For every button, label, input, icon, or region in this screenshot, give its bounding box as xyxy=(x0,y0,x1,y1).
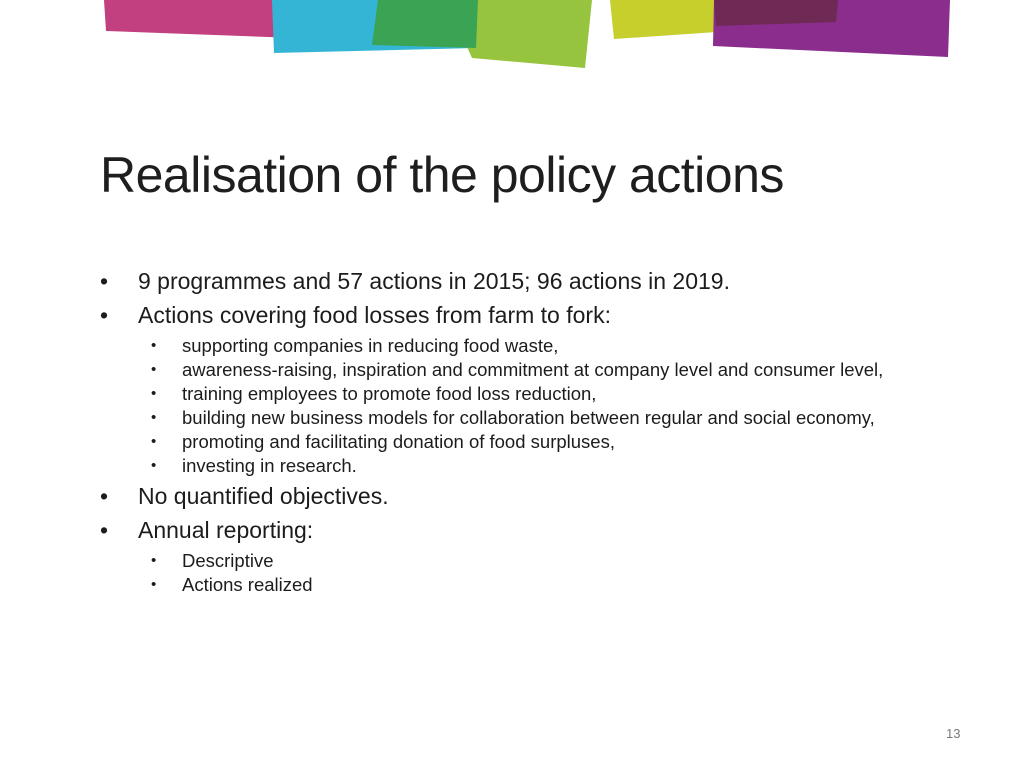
sub-bullet-marker: • xyxy=(151,409,157,426)
bullet-marker: • xyxy=(100,517,109,543)
bullet-marker: • xyxy=(100,268,109,294)
bullet-item xyxy=(0,298,1024,332)
sub-bullet-item xyxy=(0,551,1024,571)
sub-bullet-text: Descriptive xyxy=(182,550,274,571)
bullet-marker: • xyxy=(100,302,109,328)
bullet-text: 9 programmes and 57 actions in 2015; 96 actions in 2019. xyxy=(138,268,730,294)
sub-bullet-text: awareness-raising, inspiration and commitment at company level and consumer level, xyxy=(182,359,884,380)
bullet-item xyxy=(0,479,1024,513)
sub-bullet-item xyxy=(0,456,1024,476)
sub-bullet-item xyxy=(0,432,1024,452)
sub-bullet-marker: • xyxy=(151,337,157,354)
bullet-text: No quantified objectives. xyxy=(138,483,389,509)
sub-bullet-marker: • xyxy=(151,385,157,402)
banner-block-magenta xyxy=(104,0,296,38)
sub-bullet-text: training employees to promote food loss reduction, xyxy=(182,383,597,404)
sub-bullet-marker: • xyxy=(151,552,157,569)
banner-block-dark-plum xyxy=(714,0,838,26)
sub-bullet-text: investing in research. xyxy=(182,455,357,476)
sub-bullet-item xyxy=(0,360,1024,380)
banner-block-green xyxy=(372,0,478,48)
sub-bullet-marker: • xyxy=(151,576,157,593)
page-number: 13 xyxy=(946,726,961,741)
sub-bullet-text: Actions realized xyxy=(182,574,313,595)
bullet-marker: • xyxy=(100,483,109,509)
sub-bullet-item xyxy=(0,575,1024,595)
sub-bullet-marker: • xyxy=(151,361,157,378)
sub-bullet-item xyxy=(0,336,1024,356)
slide-title: Realisation of the policy actions xyxy=(100,147,784,203)
sub-bullet-marker: • xyxy=(151,457,157,474)
sub-bullet-marker: • xyxy=(151,433,157,450)
sub-bullet-text: promoting and facilitating donation of food surpluses, xyxy=(182,431,615,452)
bullet-item xyxy=(0,513,1024,547)
sub-bullet-text: building new business models for collaboration between regular and social economy, xyxy=(182,407,875,428)
bullet-list xyxy=(0,264,1024,598)
bullet-item xyxy=(0,264,1024,298)
sub-bullet-item xyxy=(0,408,1024,428)
sub-bullet-text: supporting companies in reducing food waste, xyxy=(182,335,559,356)
decorative-color-banner xyxy=(0,0,1024,80)
bullet-text: Actions covering food losses from farm to fork: xyxy=(138,302,611,328)
sub-bullet-item xyxy=(0,384,1024,404)
bullet-text: Annual reporting: xyxy=(138,517,314,543)
